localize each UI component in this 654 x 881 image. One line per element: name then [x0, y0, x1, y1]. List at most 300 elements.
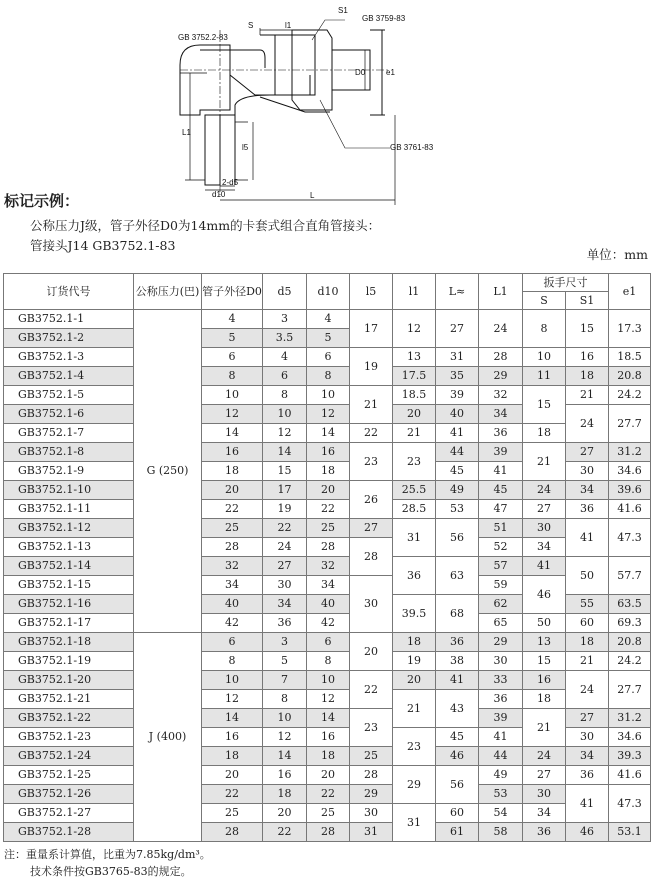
cell-code: GB3752.1-14 — [4, 557, 134, 576]
cell-l1: 17.5 — [393, 367, 436, 386]
cell-d10: 12 — [307, 405, 350, 424]
table-row — [4, 766, 651, 785]
fitting-dimensions-table — [3, 273, 651, 842]
cell-d10: 20 — [307, 481, 350, 500]
cell-L: 43 — [436, 690, 479, 728]
cell-D0: 28 — [202, 538, 263, 557]
cell-l5: 29 — [350, 785, 393, 804]
cell-D0: 34 — [202, 576, 263, 595]
cell-d5: 10 — [263, 405, 307, 424]
cell-S1: 50 — [566, 557, 609, 595]
header-d10: d10 — [307, 274, 350, 310]
cell-code: GB3752.1-25 — [4, 766, 134, 785]
cell-L1: 30 — [479, 652, 523, 671]
cell-D0: 18 — [202, 747, 263, 766]
cell-l5: 26 — [350, 481, 393, 519]
label-gb3759: GB 3759-83 — [362, 14, 406, 23]
cell-l5: 28 — [350, 538, 393, 576]
cell-l5: 21 — [350, 386, 393, 424]
cell-L1: 36 — [479, 690, 523, 709]
cell-d5: 30 — [263, 576, 307, 595]
table-row — [4, 424, 651, 443]
header-d5: d5 — [263, 274, 307, 310]
label-s: S — [248, 21, 254, 30]
header-d0: 管子外径D0 — [202, 274, 263, 310]
notes — [4, 846, 211, 880]
cell-D0: 16 — [202, 728, 263, 747]
cell-S: 15 — [523, 386, 566, 424]
cell-S1: 41 — [566, 785, 609, 823]
cell-S: 46 — [523, 576, 566, 614]
cell-d5: 8 — [263, 386, 307, 405]
cell-d10: 5 — [307, 329, 350, 348]
cell-D0: 20 — [202, 766, 263, 785]
cell-code: GB3752.1-10 — [4, 481, 134, 500]
table-row — [4, 348, 651, 367]
cell-L: 39 — [436, 386, 479, 405]
cell-l1: 20 — [393, 405, 436, 424]
cell-S: 10 — [523, 348, 566, 367]
cell-S1: 21 — [566, 386, 609, 405]
table-row — [4, 443, 651, 462]
header-s: S — [523, 292, 566, 310]
table-row — [4, 386, 651, 405]
cell-D0: 5 — [202, 329, 263, 348]
cell-l5: 27 — [350, 519, 393, 538]
cell-d5: 14 — [263, 443, 307, 462]
cell-d5: 19 — [263, 500, 307, 519]
cell-e1: 18.5 — [609, 348, 651, 367]
cell-D0: 32 — [202, 557, 263, 576]
cell-code: GB3752.1-16 — [4, 595, 134, 614]
cell-L: 63 — [436, 557, 479, 595]
cell-l5: 17 — [350, 310, 393, 348]
cell-S: 30 — [523, 785, 566, 804]
cell-L: 46 — [436, 747, 479, 766]
cell-D0: 18 — [202, 462, 263, 481]
cell-d10: 4 — [307, 310, 350, 329]
cell-L: 41 — [436, 424, 479, 443]
cell-L1: 29 — [479, 367, 523, 386]
cell-l1: 31 — [393, 804, 436, 842]
cell-d10: 28 — [307, 823, 350, 842]
cell-L1: 65 — [479, 614, 523, 633]
cell-L1: 28 — [479, 348, 523, 367]
cell-L1: 53 — [479, 785, 523, 804]
cell-L1: 49 — [479, 766, 523, 785]
label-2-d5: 2-d5 — [222, 178, 239, 187]
cell-S1: 15 — [566, 310, 609, 348]
cell-d10: 14 — [307, 709, 350, 728]
header-pressure: 公称压力(巴) — [134, 274, 202, 310]
cell-d5: 36 — [263, 614, 307, 633]
cell-d5: 5 — [263, 652, 307, 671]
cell-d10: 32 — [307, 557, 350, 576]
label-l5: l5 — [242, 143, 249, 152]
label-e1: e1 — [386, 68, 395, 77]
table-body — [4, 310, 651, 842]
cell-d5: 22 — [263, 519, 307, 538]
cell-L: 68 — [436, 595, 479, 633]
cell-d5: 10 — [263, 709, 307, 728]
cell-L: 35 — [436, 367, 479, 386]
cell-S1: 41 — [566, 519, 609, 557]
note-technical: 技术条件按GB3765-83的规定。 — [30, 865, 192, 878]
cell-d10: 16 — [307, 443, 350, 462]
cell-d5: 7 — [263, 671, 307, 690]
cell-l1: 25.5 — [393, 481, 436, 500]
cell-S: 15 — [523, 652, 566, 671]
cell-code: GB3752.1-18 — [4, 633, 134, 652]
table-row — [4, 557, 651, 576]
cell-d5: 20 — [263, 804, 307, 823]
cell-l5: 30 — [350, 576, 393, 633]
cell-code: GB3752.1-13 — [4, 538, 134, 557]
cell-d10: 20 — [307, 766, 350, 785]
cell-d10: 6 — [307, 633, 350, 652]
cell-code: GB3752.1-5 — [4, 386, 134, 405]
cell-d10: 14 — [307, 424, 350, 443]
cell-l5: 28 — [350, 766, 393, 785]
cell-l1: 31 — [393, 519, 436, 557]
cell-S: 34 — [523, 538, 566, 557]
cell-code: GB3752.1-27 — [4, 804, 134, 823]
cell-e1: 27.7 — [609, 671, 651, 709]
cell-D0: 4 — [202, 310, 263, 329]
table-row — [4, 785, 651, 804]
cell-D0: 22 — [202, 785, 263, 804]
cell-l1: 20 — [393, 671, 436, 690]
cell-d10: 8 — [307, 652, 350, 671]
cell-d10: 10 — [307, 386, 350, 405]
cell-S: 50 — [523, 614, 566, 633]
cell-S1: 34 — [566, 481, 609, 500]
cell-e1: 17.3 — [609, 310, 651, 348]
cell-S: 41 — [523, 557, 566, 576]
cell-code: GB3752.1-28 — [4, 823, 134, 842]
cell-S1: 21 — [566, 652, 609, 671]
note-weight: 注：重量系计算值，比重为7.85kg/dm³。 — [4, 848, 211, 861]
cell-d5: 27 — [263, 557, 307, 576]
table-row — [4, 519, 651, 538]
cell-L1: 59 — [479, 576, 523, 595]
cell-l5: 31 — [350, 823, 393, 842]
cell-d10: 10 — [307, 671, 350, 690]
table-row — [4, 709, 651, 728]
cell-d5: 14 — [263, 747, 307, 766]
label-gb3761: GB 3761-83 — [390, 143, 434, 152]
cell-S1: 36 — [566, 500, 609, 519]
cell-D0: 6 — [202, 348, 263, 367]
table-row — [4, 823, 651, 842]
cell-l1: 18.5 — [393, 386, 436, 405]
cell-e1: 47.3 — [609, 785, 651, 823]
cell-e1: 31.2 — [609, 709, 651, 728]
cell-L1: 32 — [479, 386, 523, 405]
cell-S1: 55 — [566, 595, 609, 614]
cell-d5: 12 — [263, 424, 307, 443]
cell-e1: 31.2 — [609, 443, 651, 462]
cell-d5: 16 — [263, 766, 307, 785]
cell-d10: 8 — [307, 367, 350, 386]
cell-S1: 46 — [566, 823, 609, 842]
cell-L1: 62 — [479, 595, 523, 614]
cell-L1: 34 — [479, 405, 523, 424]
table-row — [4, 671, 651, 690]
header-s1: S1 — [566, 292, 609, 310]
cell-d10: 34 — [307, 576, 350, 595]
cell-code: GB3752.1-8 — [4, 443, 134, 462]
cell-D0: 12 — [202, 405, 263, 424]
label-gb3752-2: GB 3752.2-83 — [178, 33, 228, 42]
cell-L: 56 — [436, 766, 479, 804]
cell-S: 18 — [523, 424, 566, 443]
table-row — [4, 652, 651, 671]
table-row — [4, 310, 651, 329]
cell-S: 27 — [523, 766, 566, 785]
cell-d10: 25 — [307, 519, 350, 538]
cell-d10: 12 — [307, 690, 350, 709]
label-d10: d10 — [212, 190, 226, 199]
cell-d10: 18 — [307, 747, 350, 766]
header-L1: L1 — [479, 274, 523, 310]
cell-d5: 8 — [263, 690, 307, 709]
header-wrench-size: 扳手尺寸 — [523, 274, 609, 292]
cell-e1: 53.1 — [609, 823, 651, 842]
table-row — [4, 367, 651, 386]
cell-l1: 19 — [393, 652, 436, 671]
cell-e1: 41.6 — [609, 766, 651, 785]
cell-d5: 3.5 — [263, 329, 307, 348]
cell-L1: 51 — [479, 519, 523, 538]
cell-D0: 16 — [202, 443, 263, 462]
cell-l5: 22 — [350, 671, 393, 709]
cell-code: GB3752.1-6 — [4, 405, 134, 424]
header-l1: l1 — [393, 274, 436, 310]
cell-e1: 34.6 — [609, 462, 651, 481]
cell-D0: 22 — [202, 500, 263, 519]
cell-L: 60 — [436, 804, 479, 823]
cell-code: GB3752.1-22 — [4, 709, 134, 728]
cell-S: 8 — [523, 310, 566, 348]
cell-S: 21 — [523, 443, 566, 481]
cell-d10: 22 — [307, 500, 350, 519]
cell-code: GB3752.1-20 — [4, 671, 134, 690]
cell-l5: 19 — [350, 348, 393, 386]
cell-L: 49 — [436, 481, 479, 500]
cell-d10: 25 — [307, 804, 350, 823]
cell-L: 31 — [436, 348, 479, 367]
cell-L1: 47 — [479, 500, 523, 519]
cell-D0: 25 — [202, 519, 263, 538]
cell-d5: 22 — [263, 823, 307, 842]
cell-l5: 25 — [350, 747, 393, 766]
table-row — [4, 690, 651, 709]
cell-D0: 42 — [202, 614, 263, 633]
cell-e1: 39.6 — [609, 481, 651, 500]
cell-L: 44 — [436, 443, 479, 462]
cell-l1: 23 — [393, 728, 436, 766]
cell-e1: 20.8 — [609, 367, 651, 386]
cell-D0: 14 — [202, 424, 263, 443]
cell-code: GB3752.1-21 — [4, 690, 134, 709]
cell-pressure: J (400) — [134, 633, 202, 842]
cell-code: GB3752.1-2 — [4, 329, 134, 348]
table-row — [4, 633, 651, 652]
cell-S1: 27 — [566, 709, 609, 728]
cell-code: GB3752.1-19 — [4, 652, 134, 671]
cell-d5: 18 — [263, 785, 307, 804]
cell-l1: 29 — [393, 766, 436, 804]
header-l5: l5 — [350, 274, 393, 310]
label-d0: D0 — [355, 68, 366, 77]
cell-e1: 34.6 — [609, 728, 651, 747]
cell-l1: 23 — [393, 443, 436, 481]
cell-L1: 58 — [479, 823, 523, 842]
cell-D0: 12 — [202, 690, 263, 709]
cell-S1: 36 — [566, 766, 609, 785]
cell-e1: 57.7 — [609, 557, 651, 595]
cell-e1: 24.2 — [609, 652, 651, 671]
cell-code: GB3752.1-12 — [4, 519, 134, 538]
cell-S1: 18 — [566, 633, 609, 652]
cell-S1: 30 — [566, 728, 609, 747]
cell-L1: 41 — [479, 728, 523, 747]
cell-S1: 16 — [566, 348, 609, 367]
cell-pressure: G (250) — [134, 310, 202, 633]
cell-D0: 40 — [202, 595, 263, 614]
cell-d5: 6 — [263, 367, 307, 386]
cell-d5: 15 — [263, 462, 307, 481]
cell-L: 45 — [436, 462, 479, 481]
cell-S: 16 — [523, 671, 566, 690]
cell-L: 41 — [436, 671, 479, 690]
cell-d10: 22 — [307, 785, 350, 804]
cell-S: 34 — [523, 804, 566, 823]
cell-l5: 23 — [350, 443, 393, 481]
cell-L1: 52 — [479, 538, 523, 557]
cell-d5: 34 — [263, 595, 307, 614]
cell-d5: 12 — [263, 728, 307, 747]
cell-d5: 3 — [263, 310, 307, 329]
table-row — [4, 481, 651, 500]
cell-d10: 18 — [307, 462, 350, 481]
cell-e1: 39.3 — [609, 747, 651, 766]
cell-L1: 57 — [479, 557, 523, 576]
cell-L: 27 — [436, 310, 479, 348]
cell-S: 11 — [523, 367, 566, 386]
cell-d5: 3 — [263, 633, 307, 652]
cell-L1: 33 — [479, 671, 523, 690]
cell-L: 56 — [436, 519, 479, 557]
elbow-fitting-drawing — [160, 0, 460, 205]
cell-D0: 10 — [202, 386, 263, 405]
cell-l5: 22 — [350, 424, 393, 443]
cell-l5: 30 — [350, 804, 393, 823]
cell-L1: 45 — [479, 481, 523, 500]
cell-L1: 54 — [479, 804, 523, 823]
cell-code: GB3752.1-24 — [4, 747, 134, 766]
cell-D0: 8 — [202, 652, 263, 671]
cell-L1: 39 — [479, 443, 523, 462]
cell-S: 24 — [523, 747, 566, 766]
cell-l1: 28.5 — [393, 500, 436, 519]
cell-l5: 23 — [350, 709, 393, 747]
cell-d10: 16 — [307, 728, 350, 747]
cell-D0: 14 — [202, 709, 263, 728]
cell-L: 53 — [436, 500, 479, 519]
cell-e1: 69.3 — [609, 614, 651, 633]
cell-code: GB3752.1-15 — [4, 576, 134, 595]
example-designation: 管接头J14 GB3752.1-83 — [30, 238, 176, 253]
label-s1: S1 — [338, 6, 348, 15]
cell-e1: 20.8 — [609, 633, 651, 652]
cell-L: 36 — [436, 633, 479, 652]
header-code: 订货代号 — [4, 274, 134, 310]
cell-e1: 27.7 — [609, 405, 651, 443]
table-row — [4, 804, 651, 823]
cell-e1: 47.3 — [609, 519, 651, 557]
cell-e1: 63.5 — [609, 595, 651, 614]
example-description: 公称压力J级，管子外径D0为14mm的卡套式组合直角管接头： — [30, 218, 381, 233]
cell-S1: 34 — [566, 747, 609, 766]
unit-label: 单位：mm — [586, 247, 648, 262]
cell-L1: 44 — [479, 747, 523, 766]
cell-d5: 4 — [263, 348, 307, 367]
table-row — [4, 614, 651, 633]
table-row — [4, 576, 651, 595]
cell-code: GB3752.1-17 — [4, 614, 134, 633]
cell-l1: 12 — [393, 310, 436, 348]
example-heading: 标记示例： — [4, 192, 80, 210]
label-L: L — [310, 191, 315, 200]
cell-l5: 20 — [350, 633, 393, 671]
cell-S: 13 — [523, 633, 566, 652]
cell-l1: 36 — [393, 557, 436, 595]
cell-code: GB3752.1-26 — [4, 785, 134, 804]
cell-l1: 21 — [393, 690, 436, 728]
cell-d10: 40 — [307, 595, 350, 614]
cell-L1: 24 — [479, 310, 523, 348]
cell-D0: 28 — [202, 823, 263, 842]
cell-l1: 39.5 — [393, 595, 436, 633]
cell-S: 30 — [523, 519, 566, 538]
cell-D0: 6 — [202, 633, 263, 652]
cell-S1: 24 — [566, 405, 609, 443]
cell-D0: 8 — [202, 367, 263, 386]
cell-S: 18 — [523, 690, 566, 709]
table-row — [4, 538, 651, 557]
cell-S1: 30 — [566, 462, 609, 481]
cell-l1: 18 — [393, 633, 436, 652]
label-L1: L1 — [182, 128, 191, 137]
cell-e1: 24.2 — [609, 386, 651, 405]
header-e1: e1 — [609, 274, 651, 310]
cell-d5: 24 — [263, 538, 307, 557]
cell-l1: 13 — [393, 348, 436, 367]
table-row — [4, 747, 651, 766]
cell-S1: 24 — [566, 671, 609, 709]
cell-S1: 27 — [566, 443, 609, 462]
cell-L: 40 — [436, 405, 479, 424]
cell-D0: 20 — [202, 481, 263, 500]
cell-d10: 42 — [307, 614, 350, 633]
cell-code: GB3752.1-4 — [4, 367, 134, 386]
cell-e1: 41.6 — [609, 500, 651, 519]
cell-D0: 10 — [202, 671, 263, 690]
cell-L1: 29 — [479, 633, 523, 652]
cell-d10: 28 — [307, 538, 350, 557]
